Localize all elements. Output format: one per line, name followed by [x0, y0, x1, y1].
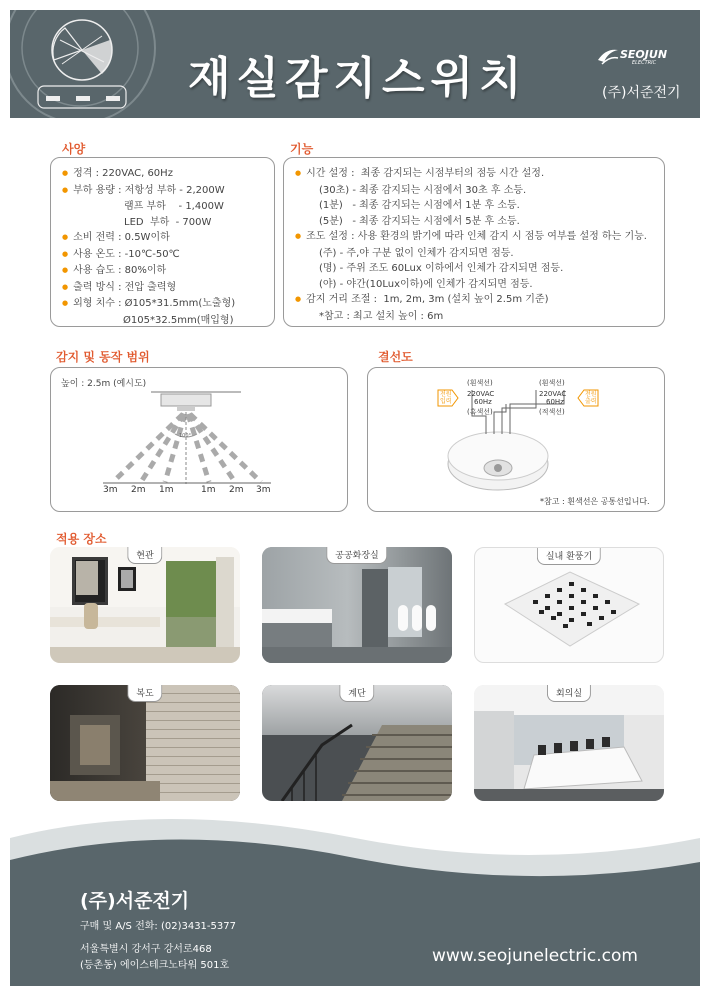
conference-table-icon	[474, 685, 664, 801]
wire-label: (흰색선)	[467, 379, 493, 387]
footer-address2: (등촌동) 에이스테크노타워 501호	[80, 960, 230, 971]
photo-label: 현관	[127, 547, 162, 564]
distance-label: 3m	[256, 485, 271, 495]
wiring-diagram	[368, 368, 664, 511]
photo-label: 실내 환풍기	[537, 548, 601, 565]
function-line: (5분) - 최종 감지되는 시점에서 5분 후 소등.	[319, 215, 520, 227]
wire-label: (흑색선)	[467, 408, 493, 416]
function-line: (30초) - 최종 감지되는 시점에서 30초 후 소등.	[319, 184, 527, 196]
wiring-box	[367, 367, 665, 512]
wire-label: 220VAC	[539, 390, 567, 398]
spec-line: ● 출력 방식 : 전압 출력형	[62, 280, 235, 297]
wire-label: 60Hz	[546, 398, 564, 406]
fan-grille-icon	[475, 548, 664, 663]
detection-box	[50, 367, 348, 512]
spec-line: ● 사용 습도 : 80%이하	[62, 263, 235, 280]
distance-label: 1m	[159, 485, 174, 495]
footer-address1: 서울특별시 강서구 강서로468	[80, 944, 212, 955]
brand-swoosh-icon	[596, 46, 620, 66]
function-line: ● 조도 설정 : 사용 환경의 밝기에 따라 인체 감지 시 점등 여부를 설정 하는 기능.	[295, 229, 647, 246]
function-line: ● 시간 설정 : 최종 감지되는 시점부터의 점등 시간 설정.	[295, 166, 647, 183]
photo-hallway	[50, 685, 240, 801]
function-line: (야) - 야간(10Lux이하)에 인체가 감지되면 점등.	[319, 278, 533, 290]
spec-line: LED 부하 - 700W	[124, 216, 212, 228]
function-line: (1분) - 최종 감지되는 시점에서 1분 후 소등.	[319, 200, 520, 211]
photo-label: 공공화장실	[326, 547, 387, 564]
wire-label: (적색선)	[539, 408, 565, 416]
places-title: 적용 장소	[56, 532, 107, 546]
spec-line: ● 부하 용량 : 저항성 부하 - 2,200W	[62, 183, 235, 200]
wire-label: 220VAC	[467, 390, 495, 398]
function-line: *참고 : 최고 설치 높이 : 6m	[319, 310, 444, 322]
output-tag: 전원 출력	[585, 391, 597, 405]
wire-label: 60Hz	[474, 398, 492, 406]
photo-stairs	[262, 685, 452, 801]
spec-line: ● 정격 : 220VAC, 60Hz	[62, 166, 235, 183]
footer-company: (주)서준전기	[80, 890, 190, 912]
function-line: ● 감지 거리 조절 : 1m, 2m, 3m (설치 높이 2.5m 기준)	[295, 292, 647, 309]
footer-phone: 구매 및 A/S 전화: (02)3431-5377	[80, 921, 236, 932]
photo-label: 계단	[339, 685, 374, 702]
photo-label: 회의실	[547, 685, 591, 702]
wire-label: (흰색선)	[539, 379, 565, 387]
page-title: 재실감지스위치	[188, 53, 528, 104]
distance-label: 1m	[201, 485, 216, 495]
function-line: (주) - 주,야 구분 없이 인체가 감지되면 점등.	[319, 247, 514, 259]
spec-line: ● 사용 온도 : -10℃-50℃	[62, 247, 235, 264]
detection-range-diagram	[51, 368, 347, 511]
stairs-icon	[262, 685, 452, 801]
footer-website-link[interactable]: www.seojunelectric.com	[432, 946, 638, 966]
function-box	[283, 157, 665, 327]
header-company: (주)서준전기	[602, 85, 681, 101]
header-banner	[10, 10, 700, 118]
distance-label: 3m	[103, 485, 118, 495]
distance-label: 2m	[131, 485, 146, 495]
photo-meeting-room	[474, 685, 664, 801]
function-title: 기능	[290, 142, 314, 156]
function-line: (명) - 주위 조도 60Lux 이하에서 인체가 감지되면 점등.	[319, 263, 564, 274]
photo-label: 복도	[127, 685, 162, 702]
spec-title: 사양	[62, 142, 86, 156]
distance-label: 2m	[229, 485, 244, 495]
spec-line: Ø105*32.5mm(매입형)	[123, 314, 234, 326]
detection-height-note: 높이 : 2.5m (예시도)	[61, 379, 147, 389]
detection-title: 감지 및 동작 범위	[56, 350, 150, 364]
wiring-title: 결선도	[378, 350, 413, 364]
input-tag: 전원 입력	[440, 391, 452, 405]
detection-angle: 100°	[179, 433, 192, 439]
spec-line: ● 외형 치수 : Ø105*31.5mm(노출형)	[62, 296, 235, 313]
spec-line: 램프 부하 - 1,400W	[124, 201, 224, 212]
photo-fan	[474, 547, 664, 663]
photo-restroom	[262, 547, 452, 663]
wiring-note: *참고 : 흰색선은 공통선입니다.	[540, 497, 650, 506]
photo-entrance	[50, 547, 240, 663]
sensor-graphic-icon	[10, 10, 180, 118]
brand-name: SEOJUN	[620, 48, 668, 61]
spec-box	[50, 157, 275, 327]
spec-line: ● 소비 전력 : 0.5W이하	[62, 230, 235, 247]
brand-sub: ELECTRIC	[632, 60, 657, 66]
